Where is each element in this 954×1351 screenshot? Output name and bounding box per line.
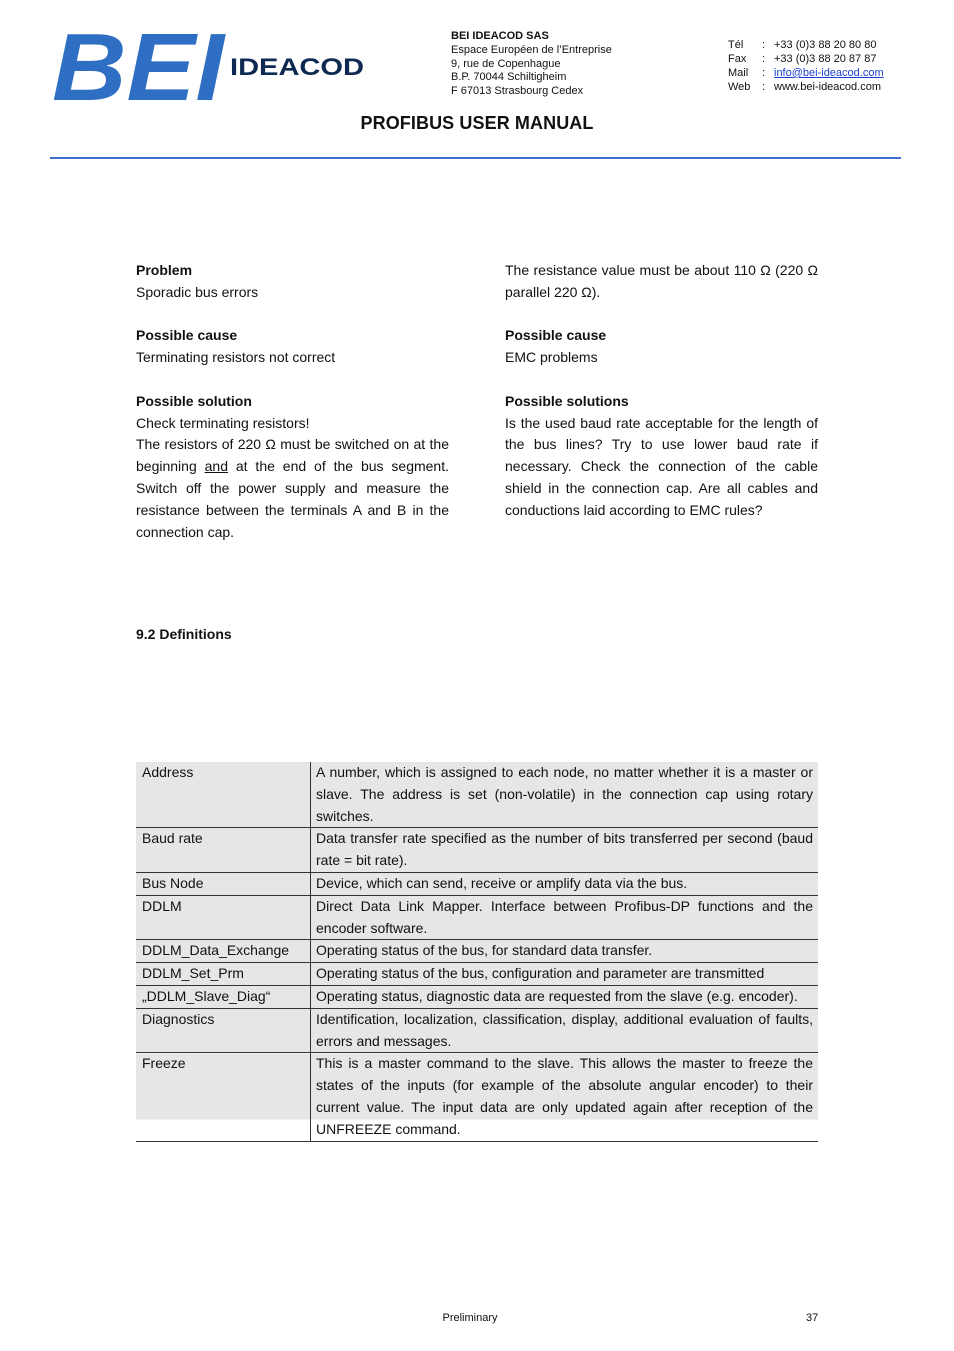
contact-colon: : <box>762 39 766 51</box>
table-row <box>136 828 818 873</box>
section-heading: 9.2 Definitions <box>136 626 232 642</box>
definition-description: Data transfer rate specified as the number of bits transferred per second (baud rate = bit rate). <box>311 828 819 873</box>
contact-label: Fax <box>728 53 747 65</box>
solution-text: The resistors of 220 Ω must be switched on at the beginning <box>136 436 449 475</box>
definition-term: Bus Node <box>136 872 311 895</box>
problem-heading: Problem <box>136 262 193 278</box>
definition-term: Address <box>136 762 311 828</box>
table-row <box>136 895 818 940</box>
solution-heading: Possible solution <box>136 392 252 409</box>
definition-term: Diagnostics <box>136 1008 311 1053</box>
definition-description: Operating status of the bus, configuration and parameter are transmitted <box>311 963 819 986</box>
definition-term: DDLM_Set_Prm <box>136 963 311 986</box>
definitions-table <box>136 762 818 1142</box>
definition-description: Operating status of the bus, for standard data transfer. <box>311 940 819 963</box>
spacer <box>505 369 818 391</box>
contact-phone <box>728 38 884 52</box>
definition-description: Operating status, diagnostic data are requested from the slave (e.g. encoder). <box>311 985 819 1008</box>
address-line: 9, rue de Copenhague <box>451 57 561 70</box>
bei-ideacod-logo <box>50 28 366 104</box>
solutions-heading: Possible solutions <box>505 392 629 409</box>
spacer <box>136 304 449 326</box>
spacer <box>505 304 818 326</box>
solution-first-line: Check terminating resistors! <box>136 414 310 431</box>
solution-paragraph <box>136 434 449 543</box>
address-line: F 67013 Strasbourg Cedex <box>451 85 584 98</box>
definition-term: Baud rate <box>136 828 311 873</box>
address-line: Espace Européen de l’Entreprise <box>451 43 612 56</box>
contact-value: www.bei-ideacod.com <box>774 81 881 93</box>
address-line: B.P. 70044 Schiltigheim <box>451 71 567 84</box>
table-row <box>136 940 818 963</box>
contact-mail <box>728 66 884 80</box>
contact-label: Tél <box>728 39 744 51</box>
definition-term: „DDLM_Slave_Diag“ <box>136 985 311 1008</box>
page-number: 37 <box>806 1312 819 1324</box>
table-row <box>136 1053 818 1141</box>
definition-description: A number, which is assigned to each node, no matter whether it is a master or slave. The address is set (non-volatile) in the connection cap using rotary switches. <box>311 762 819 828</box>
definition-description: This is a master command to the slave. This allows the master to freeze the states of the inputs (for example of the absolute angular encoder) to their current value. The input data are only updated again after reception of the UNFREEZE command. <box>311 1053 819 1141</box>
contact-value: +33 (0)3 88 20 80 80 <box>774 39 877 51</box>
document-title: PROFIBUS USER MANUAL <box>360 113 594 133</box>
definition-description: Direct Data Link Mapper. Interface between Profibus-DP functions and the encoder software. <box>311 895 819 940</box>
table-row <box>136 1008 818 1053</box>
cause-text: Terminating resistors not correct <box>136 349 336 366</box>
table-row <box>136 985 818 1008</box>
definition-term: DDLM <box>136 895 311 940</box>
contact-value: +33 (0)3 88 20 87 87 <box>774 53 877 65</box>
company-name: BEI IDEACOD SAS <box>451 30 549 42</box>
solution-text: at the end of the bus segment. Switch off the power supply and measure the resistance between the terminals A and B in the connection cap. <box>136 458 449 540</box>
contact-label: Web <box>728 81 751 93</box>
contact-label: Mail <box>728 67 749 79</box>
definition-term: Freeze <box>136 1053 311 1141</box>
contact-web <box>728 80 884 94</box>
company-address <box>451 30 612 99</box>
troubleshooting-right-column <box>505 260 818 522</box>
email-link[interactable]: info@bei-ideacod.com <box>774 67 884 79</box>
contact-colon: : <box>762 67 766 79</box>
contact-info <box>728 38 884 94</box>
cause-text: EMC problems <box>505 349 598 366</box>
solution-underlined-and: and <box>204 458 228 475</box>
solutions-text: Is the used baud rate acceptable for the length of the bus lines? Try to use lower baud rate if necessary. Check the connection of the cable shield in the connection cap. Are all cables and conductions laid according to EMC rules? <box>505 414 818 518</box>
cause-heading: Possible cause <box>136 327 238 344</box>
table-row <box>136 872 818 895</box>
footer-status: Preliminary <box>442 1312 498 1324</box>
contact-fax <box>728 52 884 66</box>
problem-text: Sporadic bus errors <box>136 283 259 300</box>
definition-description: Device, which can send, receive or amplify data via the bus. <box>311 872 819 895</box>
contact-colon: : <box>762 53 766 65</box>
header-divider <box>50 157 901 159</box>
contact-colon: : <box>762 81 766 93</box>
logo-bei-text: BEI <box>52 28 227 104</box>
table-row <box>136 762 818 828</box>
logo-ideacod-text: IDEACOD <box>230 54 364 81</box>
definition-term: DDLM_Data_Exchange <box>136 940 311 963</box>
troubleshooting-left-column <box>136 260 449 543</box>
resistance-text: The resistance value must be about 110 Ω (220 Ω parallel 220 Ω). <box>505 262 818 300</box>
cause-heading: Possible cause <box>505 327 607 344</box>
table-row <box>136 963 818 986</box>
definition-description: Identification, localization, classification, display, additional evaluation of faults, errors and messages. <box>311 1008 819 1053</box>
spacer <box>136 369 449 391</box>
